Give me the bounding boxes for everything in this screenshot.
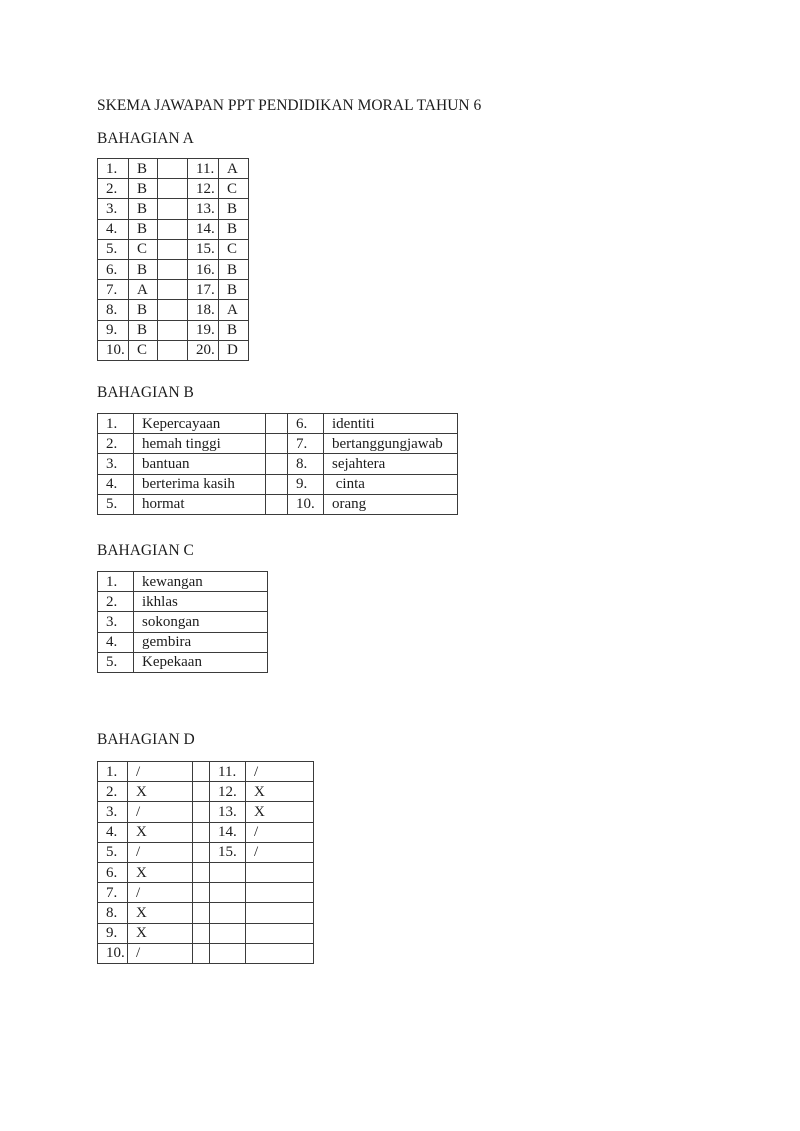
item-number-cell: 1. <box>98 572 134 592</box>
spacer-cell <box>158 320 188 340</box>
spacer-cell <box>193 782 210 802</box>
item-number-cell: 6. <box>98 259 129 279</box>
table-row <box>98 802 314 822</box>
table-row <box>98 219 249 239</box>
item-number-cell: 1. <box>98 762 128 782</box>
item-number-cell: 2. <box>98 592 134 612</box>
item-number-cell: 4. <box>98 632 134 652</box>
item-number-cell: 2. <box>98 179 129 199</box>
item-number-cell: 2. <box>98 434 134 454</box>
section-heading-bahagian-b: BAHAGIAN B <box>97 384 194 401</box>
spacer-cell <box>158 159 188 179</box>
item-number-cell: 8. <box>98 903 128 923</box>
item-number-cell: 9. <box>98 320 129 340</box>
table-row <box>98 762 314 782</box>
answer-cell: X <box>246 802 314 822</box>
table-row <box>98 903 314 923</box>
spacer-cell <box>266 474 288 494</box>
item-number-cell: 1. <box>98 414 134 434</box>
table-row <box>98 320 249 340</box>
spacer-cell <box>158 219 188 239</box>
item-number-cell: 7. <box>98 280 129 300</box>
spacer-cell <box>193 943 210 963</box>
spacer-cell <box>158 239 188 259</box>
answer-cell: B <box>219 259 249 279</box>
item-number-cell: 13. <box>188 199 219 219</box>
item-number-cell: 14. <box>188 219 219 239</box>
section-heading-bahagian-d: BAHAGIAN D <box>97 731 195 748</box>
item-number-cell: 12. <box>210 782 246 802</box>
answer-cell: X <box>128 923 193 943</box>
answer-cell <box>246 883 314 903</box>
item-number-cell: 10. <box>98 943 128 963</box>
spacer-cell <box>193 762 210 782</box>
section-bahagian-b <box>97 384 458 515</box>
answer-cell: cinta <box>324 474 458 494</box>
answer-cell: B <box>129 179 158 199</box>
item-number-cell <box>210 862 246 882</box>
answer-cell: B <box>129 199 158 219</box>
item-number-cell: 1. <box>98 159 129 179</box>
table-row <box>98 340 249 360</box>
spacer-cell <box>193 822 210 842</box>
item-number-cell: 13. <box>210 802 246 822</box>
answer-cell: / <box>128 802 193 822</box>
answer-cell: / <box>246 762 314 782</box>
spacer-cell <box>158 280 188 300</box>
section-bahagian-c <box>97 542 268 673</box>
spacer-cell <box>266 414 288 434</box>
answer-cell: identiti <box>324 414 458 434</box>
answer-cell: Kepercayaan <box>134 414 266 434</box>
table-row <box>98 883 314 903</box>
table-row <box>98 199 249 219</box>
table-row <box>98 494 458 514</box>
item-number-cell: 7. <box>98 883 128 903</box>
spacer-cell <box>158 199 188 219</box>
answer-cell: X <box>128 903 193 923</box>
item-number-cell: 11. <box>188 159 219 179</box>
answer-table-bahagian-b <box>97 413 458 515</box>
spacer-cell <box>266 494 288 514</box>
answer-cell: bantuan <box>134 454 266 474</box>
item-number-cell: 19. <box>188 320 219 340</box>
table-row <box>98 300 249 320</box>
answer-cell: ikhlas <box>134 592 268 612</box>
answer-cell: / <box>128 762 193 782</box>
table-row <box>98 822 314 842</box>
item-number-cell: 3. <box>98 454 134 474</box>
item-number-cell: 10. <box>288 494 324 514</box>
answer-cell: B <box>129 159 158 179</box>
answer-cell: / <box>128 842 193 862</box>
table-row <box>98 782 314 802</box>
item-number-cell: 4. <box>98 474 134 494</box>
answer-cell <box>246 903 314 923</box>
item-number-cell: 3. <box>98 612 134 632</box>
item-number-cell: 14. <box>210 822 246 842</box>
answer-cell <box>246 943 314 963</box>
item-number-cell: 16. <box>188 259 219 279</box>
answer-cell: / <box>246 822 314 842</box>
section-heading-bahagian-a: BAHAGIAN A <box>97 130 194 147</box>
spacer-cell <box>193 923 210 943</box>
item-number-cell: 12. <box>188 179 219 199</box>
answer-table-bahagian-d <box>97 761 314 964</box>
answer-cell: X <box>128 782 193 802</box>
table-row <box>98 159 249 179</box>
item-number-cell: 17. <box>188 280 219 300</box>
table-row <box>98 632 268 652</box>
item-number-cell: 7. <box>288 434 324 454</box>
answer-cell: / <box>128 883 193 903</box>
answer-cell: A <box>129 280 158 300</box>
item-number-cell: 5. <box>98 239 129 259</box>
table-row <box>98 592 268 612</box>
answer-cell: D <box>219 340 249 360</box>
answer-cell: Kepekaan <box>134 652 268 672</box>
answer-cell <box>246 862 314 882</box>
item-number-cell: 2. <box>98 782 128 802</box>
table-row <box>98 434 458 454</box>
answer-table-body <box>98 762 314 964</box>
answer-cell: A <box>219 300 249 320</box>
answer-cell: B <box>129 300 158 320</box>
item-number-cell <box>210 883 246 903</box>
table-row <box>98 280 249 300</box>
answer-cell: B <box>129 320 158 340</box>
document-title: SKEMA JAWAPAN PPT PENDIDIKAN MORAL TAHUN 6 <box>97 97 482 114</box>
answer-cell: C <box>219 239 249 259</box>
answer-cell: B <box>219 320 249 340</box>
item-number-cell: 8. <box>288 454 324 474</box>
table-row <box>98 842 314 862</box>
item-number-cell: 5. <box>98 652 134 672</box>
spacer-cell <box>193 842 210 862</box>
section-bahagian-d <box>97 731 314 964</box>
answer-cell: kewangan <box>134 572 268 592</box>
answer-cell: C <box>129 340 158 360</box>
answer-cell: B <box>129 219 158 239</box>
item-number-cell: 5. <box>98 842 128 862</box>
answer-table-bahagian-c <box>97 571 268 673</box>
item-number-cell <box>210 903 246 923</box>
item-number-cell: 20. <box>188 340 219 360</box>
spacer-cell <box>193 802 210 822</box>
spacer-cell <box>266 434 288 454</box>
table-row <box>98 474 458 494</box>
item-number-cell: 5. <box>98 494 134 514</box>
item-number-cell: 4. <box>98 219 129 239</box>
item-number-cell <box>210 923 246 943</box>
answer-cell: hormat <box>134 494 266 514</box>
table-row <box>98 572 268 592</box>
item-number-cell <box>210 943 246 963</box>
table-row <box>98 612 268 632</box>
section-heading-bahagian-c: BAHAGIAN C <box>97 542 194 559</box>
answer-cell: X <box>246 782 314 802</box>
item-number-cell: 8. <box>98 300 129 320</box>
item-number-cell: 9. <box>288 474 324 494</box>
spacer-cell <box>193 883 210 903</box>
answer-cell: C <box>219 179 249 199</box>
table-row <box>98 652 268 672</box>
answer-cell: B <box>219 280 249 300</box>
spacer-cell <box>158 179 188 199</box>
answer-cell: X <box>128 862 193 882</box>
answer-cell: C <box>129 239 158 259</box>
item-number-cell: 18. <box>188 300 219 320</box>
item-number-cell: 9. <box>98 923 128 943</box>
answer-cell: / <box>246 842 314 862</box>
table-row <box>98 179 249 199</box>
answer-table-bahagian-a <box>97 158 249 361</box>
item-number-cell: 15. <box>210 842 246 862</box>
answer-cell: A <box>219 159 249 179</box>
table-row <box>98 259 249 279</box>
answer-cell: hemah tinggi <box>134 434 266 454</box>
item-number-cell: 4. <box>98 822 128 842</box>
answer-cell: bertanggungjawab <box>324 434 458 454</box>
table-row <box>98 943 314 963</box>
item-number-cell: 6. <box>288 414 324 434</box>
section-bahagian-a <box>97 130 249 361</box>
table-row <box>98 923 314 943</box>
item-number-cell: 3. <box>98 802 128 822</box>
answer-cell: orang <box>324 494 458 514</box>
table-row <box>98 239 249 259</box>
answer-cell: sokongan <box>134 612 268 632</box>
spacer-cell <box>158 259 188 279</box>
item-number-cell: 11. <box>210 762 246 782</box>
answer-cell: / <box>128 943 193 963</box>
answer-cell: sejahtera <box>324 454 458 474</box>
spacer-cell <box>158 300 188 320</box>
item-number-cell: 15. <box>188 239 219 259</box>
spacer-cell <box>266 454 288 474</box>
answer-table-body <box>98 159 249 361</box>
answer-table-body <box>98 414 458 515</box>
table-row <box>98 454 458 474</box>
answer-cell: berterima kasih <box>134 474 266 494</box>
item-number-cell: 3. <box>98 199 129 219</box>
answer-cell: B <box>129 259 158 279</box>
table-row <box>98 414 458 434</box>
spacer-cell <box>193 903 210 923</box>
spacer-cell <box>193 862 210 882</box>
answer-cell: gembira <box>134 632 268 652</box>
table-row <box>98 862 314 882</box>
answer-cell: B <box>219 219 249 239</box>
answer-cell <box>246 923 314 943</box>
item-number-cell: 6. <box>98 862 128 882</box>
item-number-cell: 10. <box>98 340 129 360</box>
spacer-cell <box>158 340 188 360</box>
answer-table-body <box>98 572 268 673</box>
answer-cell: B <box>219 199 249 219</box>
answer-cell: X <box>128 822 193 842</box>
